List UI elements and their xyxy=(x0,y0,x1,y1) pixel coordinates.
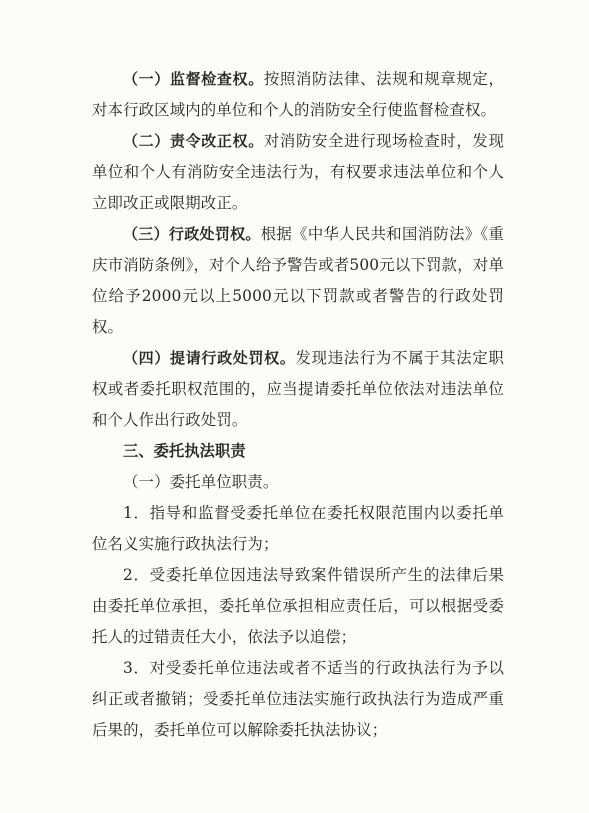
paragraph-administrative-penalty-right xyxy=(92,219,504,343)
list-item: 2．受委托单位因违法导致案件错误所产生的法律后果由委托单位承担，委托单位承担相应责任后，可以根据受委托人的过错责任大小，依法予以追偿； xyxy=(92,566,504,646)
paragraph-supervision-right xyxy=(92,64,504,126)
section-heading: 三、委托执法职责 xyxy=(123,442,246,460)
paragraph-text: 根据《中华人民共和国消防法》《重庆市消防条例》，对个人给予警告或者500元以下罚款，对单位给予2000元以上5000元以下罚款或者警告的行政处罚权。 xyxy=(92,225,504,336)
subsection-heading: （一）委托单位职责。 xyxy=(123,473,279,491)
paragraph-order-correction-right xyxy=(92,126,504,219)
paragraph-text: 按照消防法律、法规和规章规定，对本行政区域内的单位和个人的消防安全行使监督检查权。 xyxy=(92,70,504,119)
paragraph-text: 对消防安全进行现场检查时，发现单位和个人有消防安全违法行为，有权要求违法单位和个人立即改正或限期改正。 xyxy=(92,132,504,212)
paragraph-lead: （二）责令改正权。 xyxy=(123,132,264,150)
paragraph-text: 发现违法行为不属于其法定职权或者委托职权范围的，应当提请委托单位依法对违法单位和个人作出行政处罚。 xyxy=(92,349,504,429)
list-item: 1．指导和监督受委托单位在委托权限范围内以委托单位名义实施行政执法行为； xyxy=(92,504,504,553)
document-body xyxy=(92,64,504,746)
paragraph-lead: （四）提请行政处罚权。 xyxy=(123,349,296,367)
list-item: 3．对受委托单位违法或者不适当的行政执法行为予以纠正或者撤销；受委托单位违法实施行政执法行为造成严重后果的，委托单位可以解除委托执法协议； xyxy=(92,659,504,739)
paragraph-request-penalty-right xyxy=(92,343,504,436)
paragraph-lead: （三）行政处罚权。 xyxy=(123,225,261,243)
paragraph-lead: （一）监督检查权。 xyxy=(123,70,264,88)
